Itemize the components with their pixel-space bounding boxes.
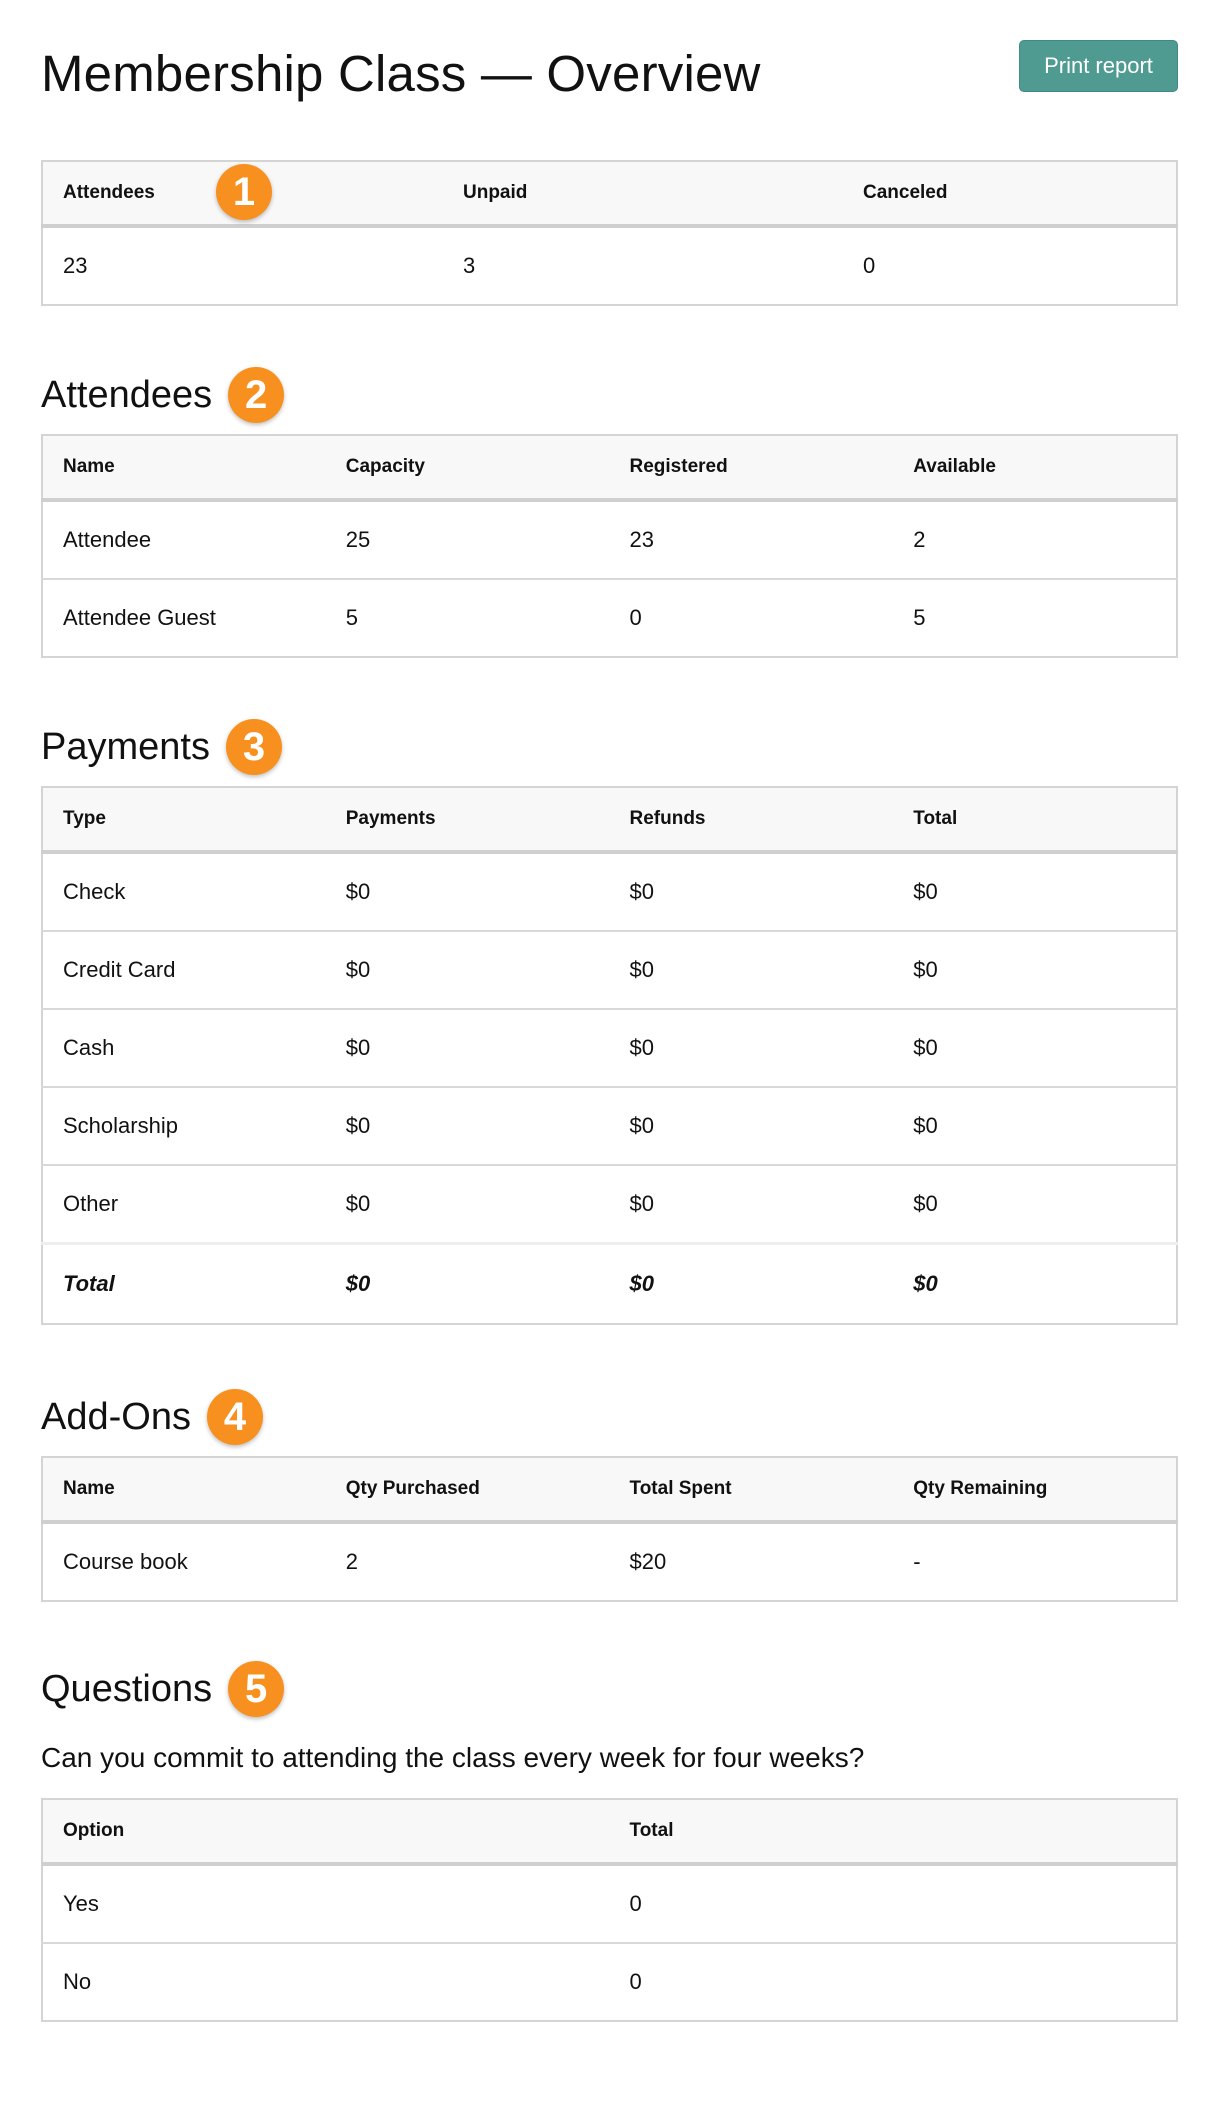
unpaid-count: 3 xyxy=(463,253,476,278)
cell: $0 xyxy=(893,1087,1177,1165)
column-header: Name xyxy=(42,435,326,500)
question-options-table xyxy=(41,1798,1178,2022)
questions-section xyxy=(41,1650,1178,2022)
cell: $0 xyxy=(629,879,654,904)
cell: $0 xyxy=(326,1087,610,1165)
total-payments: $0 xyxy=(326,1244,610,1325)
step-badge-4: 4 xyxy=(207,1389,263,1445)
section-title: Attendees xyxy=(41,373,213,416)
table-row xyxy=(42,1522,1177,1601)
total-total: $0 xyxy=(893,1244,1177,1325)
cell: Yes xyxy=(63,1891,99,1916)
cell: $20 xyxy=(629,1549,667,1574)
column-header: Available xyxy=(893,435,1177,500)
table-row xyxy=(42,1943,1177,2021)
summary-table xyxy=(41,160,1178,306)
column-header: Registered xyxy=(610,435,894,500)
cell: Scholarship xyxy=(42,1087,326,1165)
addons-section xyxy=(41,1378,1178,1602)
table-header-row xyxy=(42,1457,1177,1522)
step-badge-2: 2 xyxy=(228,367,284,423)
attendees-count: 23 xyxy=(63,253,88,278)
column-header: Type xyxy=(42,787,326,852)
table-header-row xyxy=(42,1799,1177,1864)
column-header: Refunds xyxy=(610,787,894,852)
cell: $0 xyxy=(326,1009,610,1087)
table-header-row xyxy=(42,787,1177,852)
payments-table xyxy=(41,786,1178,1325)
cell: Attendee Guest xyxy=(42,579,326,657)
column-header: Capacity xyxy=(326,435,610,500)
page-header xyxy=(41,0,1178,160)
total-refunds: $0 xyxy=(610,1244,894,1325)
page-title: Membership Class — Overview xyxy=(41,45,761,102)
step-badge-5: 5 xyxy=(228,1661,284,1717)
cell: Course book xyxy=(63,1549,188,1574)
table-row xyxy=(42,852,1177,931)
section-heading-attendees xyxy=(41,365,284,425)
section-title: Payments xyxy=(41,725,210,768)
section-title: Questions xyxy=(41,1667,213,1710)
attendees-section xyxy=(41,356,1178,658)
table-header-row xyxy=(42,161,1177,226)
section-title: Add-Ons xyxy=(41,1395,191,1438)
summary-section xyxy=(41,160,1178,306)
print-report-button[interactable]: Print report xyxy=(1019,40,1178,92)
column-header: Canceled xyxy=(843,161,1177,226)
table-row xyxy=(42,1864,1177,1943)
cell: Check xyxy=(63,879,126,904)
column-header: Unpaid xyxy=(443,161,843,226)
column-header: Name xyxy=(42,1457,326,1522)
table-row xyxy=(42,1009,1177,1087)
cell: 23 xyxy=(629,527,654,552)
cell: $0 xyxy=(326,1165,610,1244)
cell: 0 xyxy=(610,1943,1178,2021)
table-row xyxy=(42,226,1177,305)
cell: $0 xyxy=(610,1087,894,1165)
question-text: Can you commit to attending the class every week for four weeks? xyxy=(41,1742,865,1773)
table-row xyxy=(42,931,1177,1009)
total-row xyxy=(42,1244,1177,1325)
cell: Attendee xyxy=(63,527,152,552)
canceled-count: 0 xyxy=(863,253,876,278)
cell: $0 xyxy=(610,931,894,1009)
column-header: Qty Remaining xyxy=(893,1457,1177,1522)
table-row xyxy=(42,1087,1177,1165)
addons-table xyxy=(41,1456,1178,1602)
column-header: Qty Purchased xyxy=(326,1457,610,1522)
cell: $0 xyxy=(326,931,610,1009)
cell: Other xyxy=(42,1165,326,1244)
attendees-table xyxy=(41,434,1178,658)
report-page xyxy=(41,0,1178,1994)
column-header: Total xyxy=(610,1799,1178,1864)
cell: 0 xyxy=(610,579,894,657)
cell: $0 xyxy=(893,1165,1177,1244)
step-badge-1: 1 xyxy=(216,164,272,220)
column-header: Total Spent xyxy=(610,1457,894,1522)
section-heading-payments xyxy=(41,717,282,777)
column-header: Option xyxy=(42,1799,610,1864)
cell: 0 xyxy=(629,1891,642,1916)
cell: $0 xyxy=(893,1009,1177,1087)
cell: 2 xyxy=(345,1549,358,1574)
table-row xyxy=(42,500,1177,579)
cell: $0 xyxy=(610,1165,894,1244)
table-header-row xyxy=(42,435,1177,500)
cell: Cash xyxy=(42,1009,326,1087)
table-row xyxy=(42,579,1177,657)
payments-section xyxy=(41,708,1178,1325)
table-row xyxy=(42,1165,1177,1244)
total-label: Total xyxy=(42,1244,326,1325)
cell: 5 xyxy=(326,579,610,657)
cell: 5 xyxy=(893,579,1177,657)
section-heading-addons xyxy=(41,1387,263,1447)
column-header: Payments xyxy=(326,787,610,852)
column-header: Attendees xyxy=(42,161,443,226)
cell: $0 xyxy=(893,931,1177,1009)
step-badge-3: 3 xyxy=(226,719,282,775)
section-heading-questions xyxy=(41,1659,284,1719)
column-header: Total xyxy=(893,787,1177,852)
cell: - xyxy=(913,1549,921,1574)
cell: 25 xyxy=(345,527,371,552)
cell: $0 xyxy=(610,1009,894,1087)
cell: 2 xyxy=(913,527,926,552)
cell: $0 xyxy=(345,879,371,904)
cell: Credit Card xyxy=(42,931,326,1009)
cell: $0 xyxy=(913,879,938,904)
cell: No xyxy=(42,1943,610,2021)
